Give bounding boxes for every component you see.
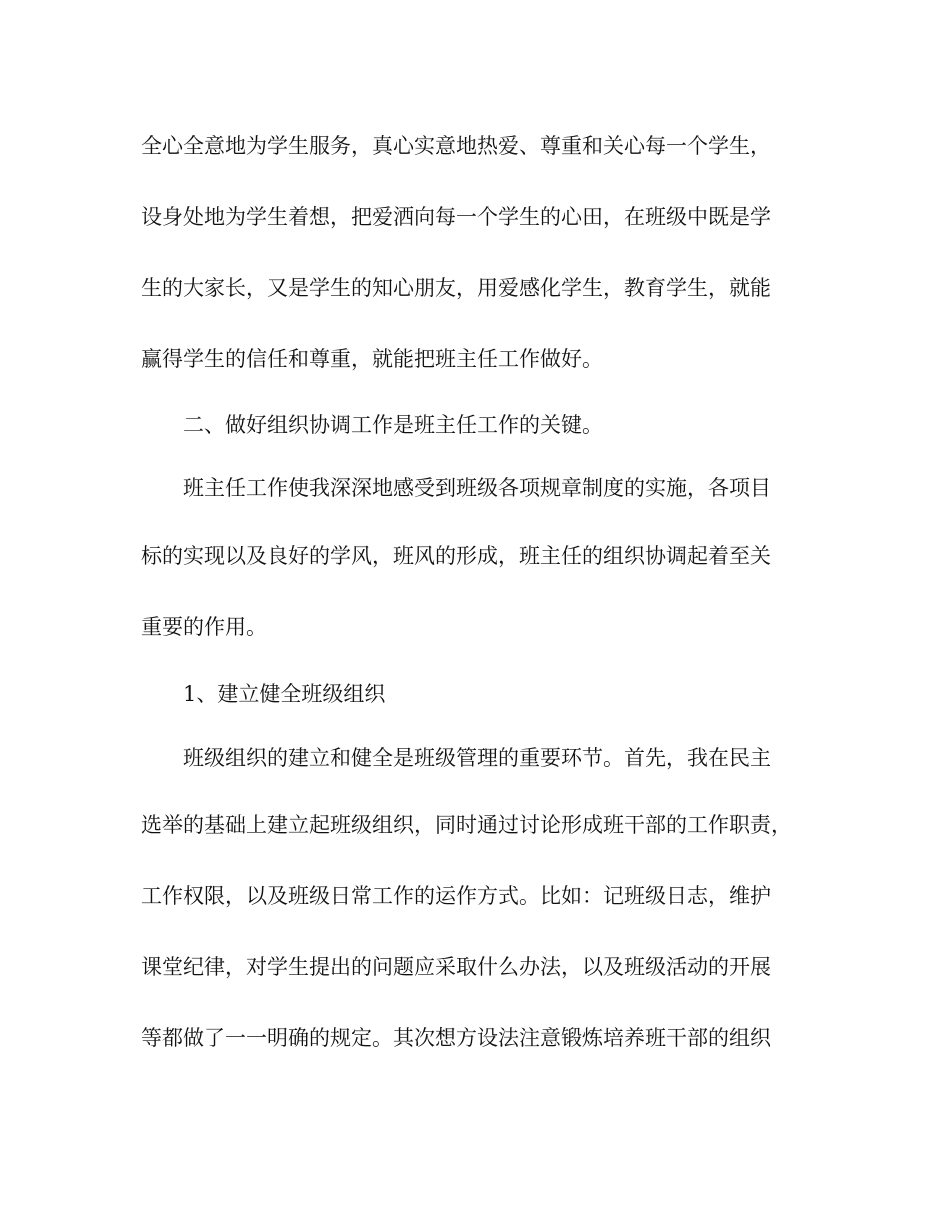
text-line: 选举的基础上建立起班级组织，同时通过讨论形成班干部的工作职责， (141, 813, 792, 837)
text-line: 生的大家长，又是学生的知心朋友，用爱感化学生，教育学生，就能 (141, 276, 771, 300)
text-line: 重要的作用。 (141, 615, 267, 639)
text-line: 课堂纪律，对学生提出的问题应采取什么办法，以及班级活动的开展 (141, 955, 771, 979)
subsection-heading: 1、建立健全班级组织 (183, 682, 386, 706)
text-line: 工作权限，以及班级日常工作的运作方式。比如：记班级日志，维护 (141, 884, 771, 908)
text-line: 赢得学生的信任和尊重，就能把班主任工作做好。 (141, 347, 603, 371)
text-line: 等都做了一一明确的规定。其次想方设法注意锻炼培养班干部的组织 (141, 1026, 771, 1050)
text-line: 标的实现以及良好的学风，班风的形成，班主任的组织协调起着至关 (141, 544, 771, 568)
text-line: 全心全意地为学生服务，真心实意地热爱、尊重和关心每一个学生， (141, 134, 771, 158)
text-line: 设身处地为学生着想，把爱洒向每一个学生的心田，在班级中既是学 (141, 205, 771, 229)
text-line: 班主任工作使我深深地感受到班级各项规章制度的实施，各项目 (183, 476, 771, 500)
text-line: 班级组织的建立和健全是班级管理的重要环节。首先，我在民主 (183, 746, 771, 770)
section-heading: 二、做好组织协调工作是班主任工作的关键。 (183, 413, 603, 437)
